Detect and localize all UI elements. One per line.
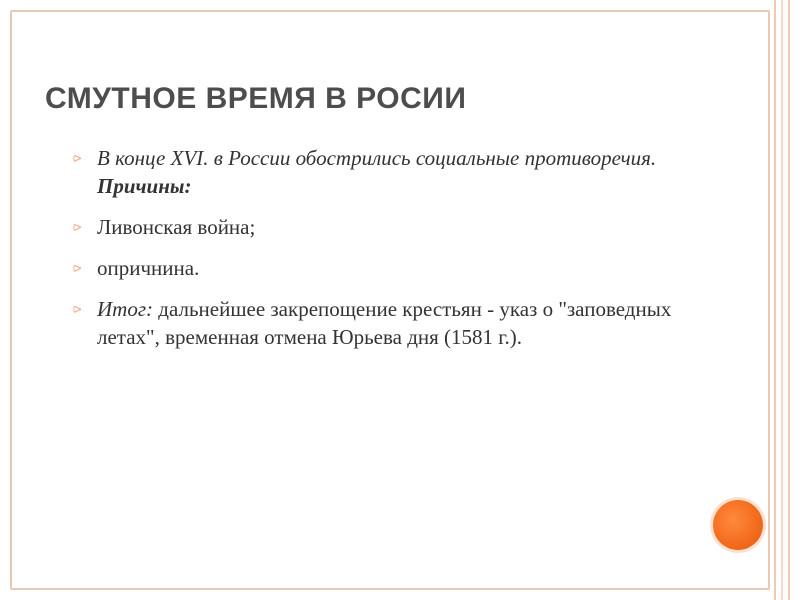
bullet-body: дальнейшее закрепощение крестьян - указ о "заповедных летах", временная отмена Юрьева дня (1581 г.). bbox=[97, 297, 672, 349]
decorative-stripes bbox=[774, 0, 790, 600]
bullet-item bbox=[73, 213, 703, 241]
bullet-text bbox=[97, 144, 703, 200]
stripe bbox=[774, 0, 776, 600]
bullet-strong: Причины: bbox=[97, 174, 192, 198]
bullet-lead: Итог: bbox=[97, 297, 154, 321]
stripe bbox=[781, 0, 783, 600]
bullet-text bbox=[97, 295, 703, 351]
bullet-list bbox=[73, 144, 703, 364]
stripe bbox=[788, 0, 790, 600]
bullet-text: Ливонская война; bbox=[97, 215, 256, 239]
bullet-intro: В конце XVI. в России обострились социальные противоречия. bbox=[97, 146, 657, 170]
arrow-bullet-icon: ⪧ bbox=[73, 219, 82, 235]
slide-title: СМУТНОЕ ВРЕМЯ В РОСИИ bbox=[45, 82, 467, 115]
arrow-bullet-icon: ⪧ bbox=[73, 260, 82, 276]
arrow-bullet-icon: ⪧ bbox=[73, 150, 82, 166]
bullet-text: опричнина. bbox=[97, 256, 200, 280]
orange-circle-decoration bbox=[713, 500, 763, 550]
bullet-item bbox=[73, 295, 703, 351]
arrow-bullet-icon: ⪧ bbox=[73, 301, 82, 317]
bullet-item bbox=[73, 254, 703, 282]
bullet-item bbox=[73, 144, 703, 200]
